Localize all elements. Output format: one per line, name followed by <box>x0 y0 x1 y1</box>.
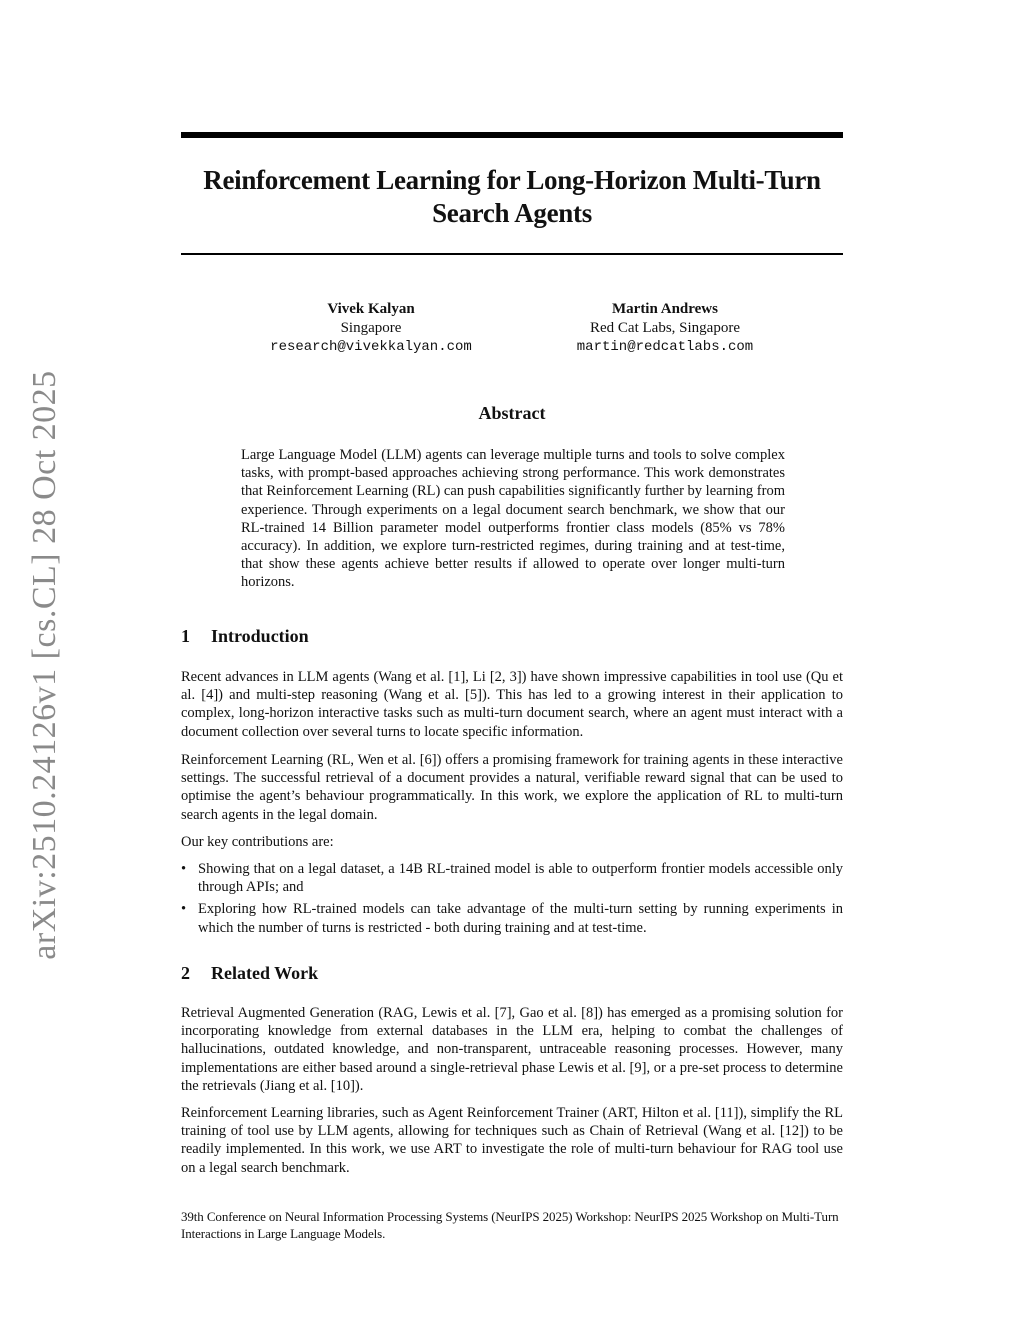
conference-footnote: 39th Conference on Neural Information Processing Systems (NeurIPS 2025) Workshop: NeurIPS 2025 Workshop on Multi-Turn Interactions in Large Language Models. <box>181 1209 839 1241</box>
paragraph: Recent advances in LLM agents (Wang et al. [1], Li [2, 3]) have shown impressive capabilities in tool use (Qu et al. [4]) and multi-step reasoning (Wang et al. [5]). This has led to a growing interest in their application to complex, long-horizon interactive tasks such as multi-turn document search, where an agent must interact with a document collection over several turns to locate specific information. <box>181 669 843 740</box>
arxiv-identifier-stamp: arXiv:2510.24126v1 [cs.CL] 28 Oct 2025 <box>26 370 63 960</box>
author-affiliation: Singapore <box>340 320 402 336</box>
section-heading-related-work <box>181 963 318 984</box>
contributions-list <box>181 860 843 941</box>
bullet-icon: • <box>181 901 187 918</box>
list-item <box>181 860 843 896</box>
section-number: 2 <box>181 963 190 983</box>
title-top-rule <box>181 132 843 138</box>
author-name: Martin Andrews <box>612 301 718 317</box>
section-title: Introduction <box>211 626 309 646</box>
author-affiliation: Red Cat Labs, Singapore <box>590 320 740 336</box>
paragraph: Reinforcement Learning (RL, Wen et al. [6]) offers a promising framework for training agents in these interactive settings. The successful retrieval of a document provides a natural, verifiable reward signal that can be used to optimise the agent’s behaviour programmatically. In this work, we explore the application of RL to multi-turn search agents in the legal domain. <box>181 752 843 823</box>
section-number: 1 <box>181 626 190 646</box>
list-item-text: Showing that on a legal dataset, a 14B RL-trained model is able to outperform frontier models accessible only through APIs; and <box>198 861 843 896</box>
section-heading-introduction <box>181 626 309 647</box>
abstract-text: Large Language Model (LLM) agents can leverage multiple turns and tools to solve complex tasks, with prompt-based approaches achieving strong performance. This work demonstrates that Reinforcement Learning (RL) can push capabilities significantly further by learning from experience. Through experiments on a legal document search benchmark, we show that our RL-trained 14 Billion parameter model outperforms frontier class models (85% vs 78% accuracy). In addition, we explore turn-restricted regimes, during training and at test-time, that show these agents achieve better results if allowed to operate over longer multi-turn horizons. <box>241 447 785 591</box>
list-item-text: Exploring how RL-trained models can take advantage of the multi-turn setting by running experiments in which the number of turns is restricted - both during training and at test-time. <box>198 901 843 936</box>
section-title: Related Work <box>211 963 319 983</box>
paragraph: Reinforcement Learning libraries, such as Agent Reinforcement Trainer (ART, Hilton et al. [11]), simplify the RL training of tool use by LLM agents, allowing for techniques such as Chain of Retrieval (Wang et al. [12]) to be readily implemented. In this work, we use ART to investigate the role of multi-turn behaviour for RAG tool use on a legal search benchmark. <box>181 1105 843 1176</box>
author-name: Vivek Kalyan <box>327 301 415 317</box>
paragraph: Our key contributions are: <box>181 834 334 850</box>
author-email[interactable]: martin@redcatlabs.com <box>576 339 754 355</box>
author-block <box>211 300 531 357</box>
bullet-icon: • <box>181 861 187 877</box>
author-block <box>505 300 825 357</box>
list-item <box>181 900 843 936</box>
abstract-heading: Abstract <box>478 403 546 423</box>
paragraph: Retrieval Augmented Generation (RAG, Lewis et al. [7], Gao et al. [8]) has emerged as a promising solution for incorporating knowledge from external databases in the LLM era, helping to combat the challenges of hallucinations, outdated knowledge, and non-transparent, untraceable reasoning processes. However, many implementations are either based around a single-retrieval phase Lewis et al. [9], or a pre-set process to determine the retrievals (Jiang et al. [10]). <box>181 1005 843 1094</box>
author-email[interactable]: research@vivekkalyan.com <box>270 339 472 355</box>
paper-title: Reinforcement Learning for Long-Horizon Multi-Turn Search Agents <box>203 165 821 228</box>
title-bottom-rule <box>181 253 843 255</box>
